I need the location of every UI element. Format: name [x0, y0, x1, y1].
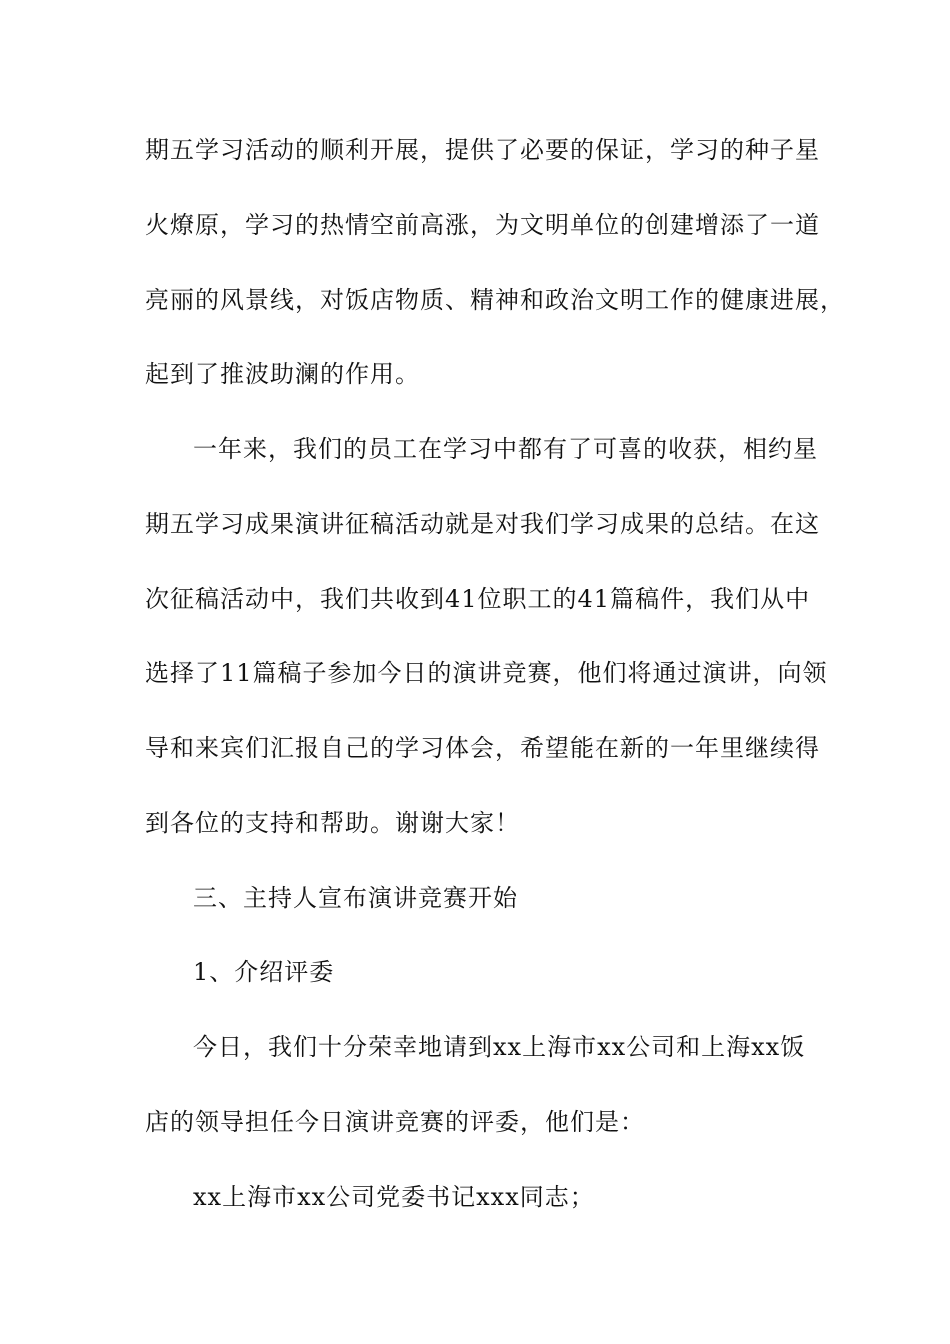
text-line-1: 期五学习活动的顺利开展，提供了必要的保证，学习的种子星 — [145, 136, 820, 164]
text-line-4: 起到了推波助澜的作用。 — [145, 360, 420, 388]
text-line-13: 今日，我们十分荣幸地请到xx上海市xx公司和上海xx饭 — [193, 1033, 806, 1061]
text-line-15: xx上海市xx公司党委书记xxx同志； — [193, 1183, 595, 1211]
text-line-3: 亮丽的风景线，对饭店物质、精神和政治文明工作的健康进展， — [145, 286, 845, 314]
text-line-6: 期五学习成果演讲征稿活动就是对我们学习成果的总结。在这 — [145, 510, 820, 538]
section-heading: 三、主持人宣布演讲竞赛开始 — [193, 884, 518, 912]
text-line-14: 店的领导担任今日演讲竞赛的评委，他们是： — [145, 1108, 645, 1136]
subsection-heading: 1、介绍评委 — [193, 958, 335, 986]
text-line-2: 火燎原，学习的热情空前高涨，为文明单位的创建增添了一道 — [145, 211, 820, 239]
text-line-10: 到各位的支持和帮助。谢谢大家！ — [145, 809, 520, 837]
text-line-9: 导和来宾们汇报自己的学习体会，希望能在新的一年里继续得 — [145, 734, 820, 762]
text-line-7: 次征稿活动中，我们共收到41位职工的41篇稿件，我们从中 — [145, 585, 811, 613]
text-line-8: 选择了11篇稿子参加今日的演讲竞赛，他们将通过演讲，向领 — [145, 659, 828, 687]
text-line-5: 一年来，我们的员工在学习中都有了可喜的收获，相约星 — [193, 435, 818, 463]
